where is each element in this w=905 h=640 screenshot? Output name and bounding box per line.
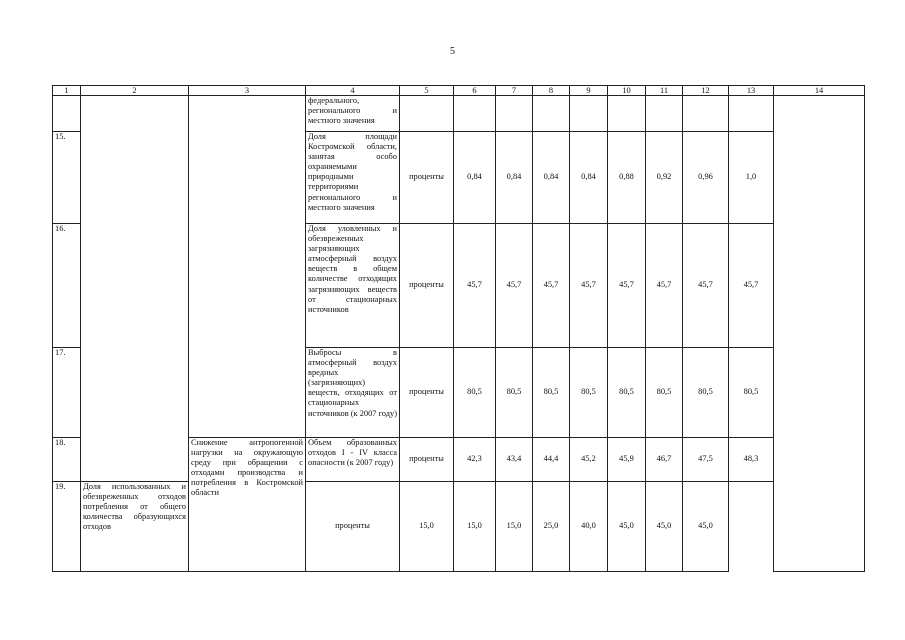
column-header: 10	[608, 86, 646, 96]
value-cell: 80,5	[729, 348, 774, 438]
value-cell: 80,5	[533, 348, 570, 438]
value-cell: 80,5	[454, 348, 496, 438]
row-number-cell: 19.	[53, 482, 81, 572]
value-cell: 45,7	[454, 224, 496, 348]
indicator-cell: Выбросы в атмосферный воздух вредных (загрязняющих) веществ, отходящих от стационарных источников (к 2007 году)	[306, 348, 400, 438]
value-cell: 45,7	[570, 224, 608, 348]
row-number-cell: 17.	[53, 348, 81, 438]
value-cell: 42,3	[454, 438, 496, 482]
value-cell: 80,5	[570, 348, 608, 438]
column-header: 3	[189, 86, 306, 96]
column-header: 13	[729, 86, 774, 96]
value-cell: 15,0	[454, 482, 496, 572]
row-number-cell: 15.	[53, 132, 81, 224]
column-number-row	[53, 86, 865, 96]
column-header: 12	[683, 86, 729, 96]
task-cell: Снижение антропогенной нагрузки на окружающую среду при обращении с отходами производства и потребления в Костромской области	[189, 438, 306, 572]
value-cell: 45,9	[608, 438, 646, 482]
column-header: 6	[454, 86, 496, 96]
value-cell: 0,84	[496, 132, 533, 224]
column-header: 2	[81, 86, 189, 96]
column-header: 4	[306, 86, 400, 96]
value-cell: 45,0	[683, 482, 729, 572]
column-header: 8	[533, 86, 570, 96]
unit-cell: проценты	[400, 132, 454, 224]
value-cell: 48,3	[729, 438, 774, 482]
value-cell: 0,84	[533, 132, 570, 224]
value-cell: 45,0	[608, 482, 646, 572]
value-cell: 43,4	[496, 438, 533, 482]
value-cell: 45,2	[570, 438, 608, 482]
value-cell: 1,0	[729, 132, 774, 224]
value-cell: 15,0	[496, 482, 533, 572]
value-cell: 80,5	[496, 348, 533, 438]
indicators-table	[52, 85, 865, 572]
value-cell: 45,7	[496, 224, 533, 348]
column-header: 7	[496, 86, 533, 96]
row-number-cell: 16.	[53, 224, 81, 348]
unit-cell: проценты	[400, 438, 454, 482]
task-cell	[189, 96, 306, 438]
value-cell: 80,5	[683, 348, 729, 438]
row-number-cell	[53, 96, 81, 132]
column-header: 9	[570, 86, 608, 96]
unit-cell: проценты	[400, 224, 454, 348]
value-cell: 15,0	[400, 482, 454, 572]
table-row	[53, 96, 865, 132]
unit-cell: проценты	[400, 348, 454, 438]
value-cell: 0,88	[608, 132, 646, 224]
goal-cell	[81, 96, 189, 482]
notes-cell	[774, 96, 865, 572]
unit-cell: проценты	[306, 482, 400, 572]
value-cell: 45,7	[608, 224, 646, 348]
value-cell: 45,0	[646, 482, 683, 572]
value-cell: 45,7	[533, 224, 570, 348]
indicator-cell: Доля уловленных и обезвреженных загрязняющих атмосферный воздух веществ в общем количестве отходящих загрязняющих веществ от стационарных источников	[306, 224, 400, 348]
row-number-cell: 18.	[53, 438, 81, 482]
value-cell: 80,5	[608, 348, 646, 438]
indicator-cell: федерального, регионального и местного значения	[306, 96, 400, 132]
value-cell: 25,0	[533, 482, 570, 572]
indicator-cell: Доля использованных и обезвреженных отходов потребления от общего количества образующихся отходов	[81, 482, 189, 572]
value-cell: 45,7	[729, 224, 774, 348]
value-cell: 46,7	[646, 438, 683, 482]
value-cell: 40,0	[570, 482, 608, 572]
column-header: 1	[53, 86, 81, 96]
value-cell: 0,92	[646, 132, 683, 224]
value-cell: 45,7	[646, 224, 683, 348]
value-cell: 47,5	[683, 438, 729, 482]
page-number: 5	[450, 46, 455, 57]
value-cell: 80,5	[646, 348, 683, 438]
column-header: 5	[400, 86, 454, 96]
value-cell: 44,4	[533, 438, 570, 482]
column-header: 14	[774, 86, 865, 96]
value-cell: 0,96	[683, 132, 729, 224]
table-row	[53, 482, 865, 572]
value-cell: 0,84	[570, 132, 608, 224]
indicator-cell: Объем образованных отходов I - IV класса опасности (к 2007 году)	[306, 438, 400, 482]
column-header: 11	[646, 86, 683, 96]
value-cell: 0,84	[454, 132, 496, 224]
value-cell: 45,7	[683, 224, 729, 348]
indicator-cell: Доля площади Костромской области, занятая особо охраняемыми природными территориями регионального и местного значения	[306, 132, 400, 224]
